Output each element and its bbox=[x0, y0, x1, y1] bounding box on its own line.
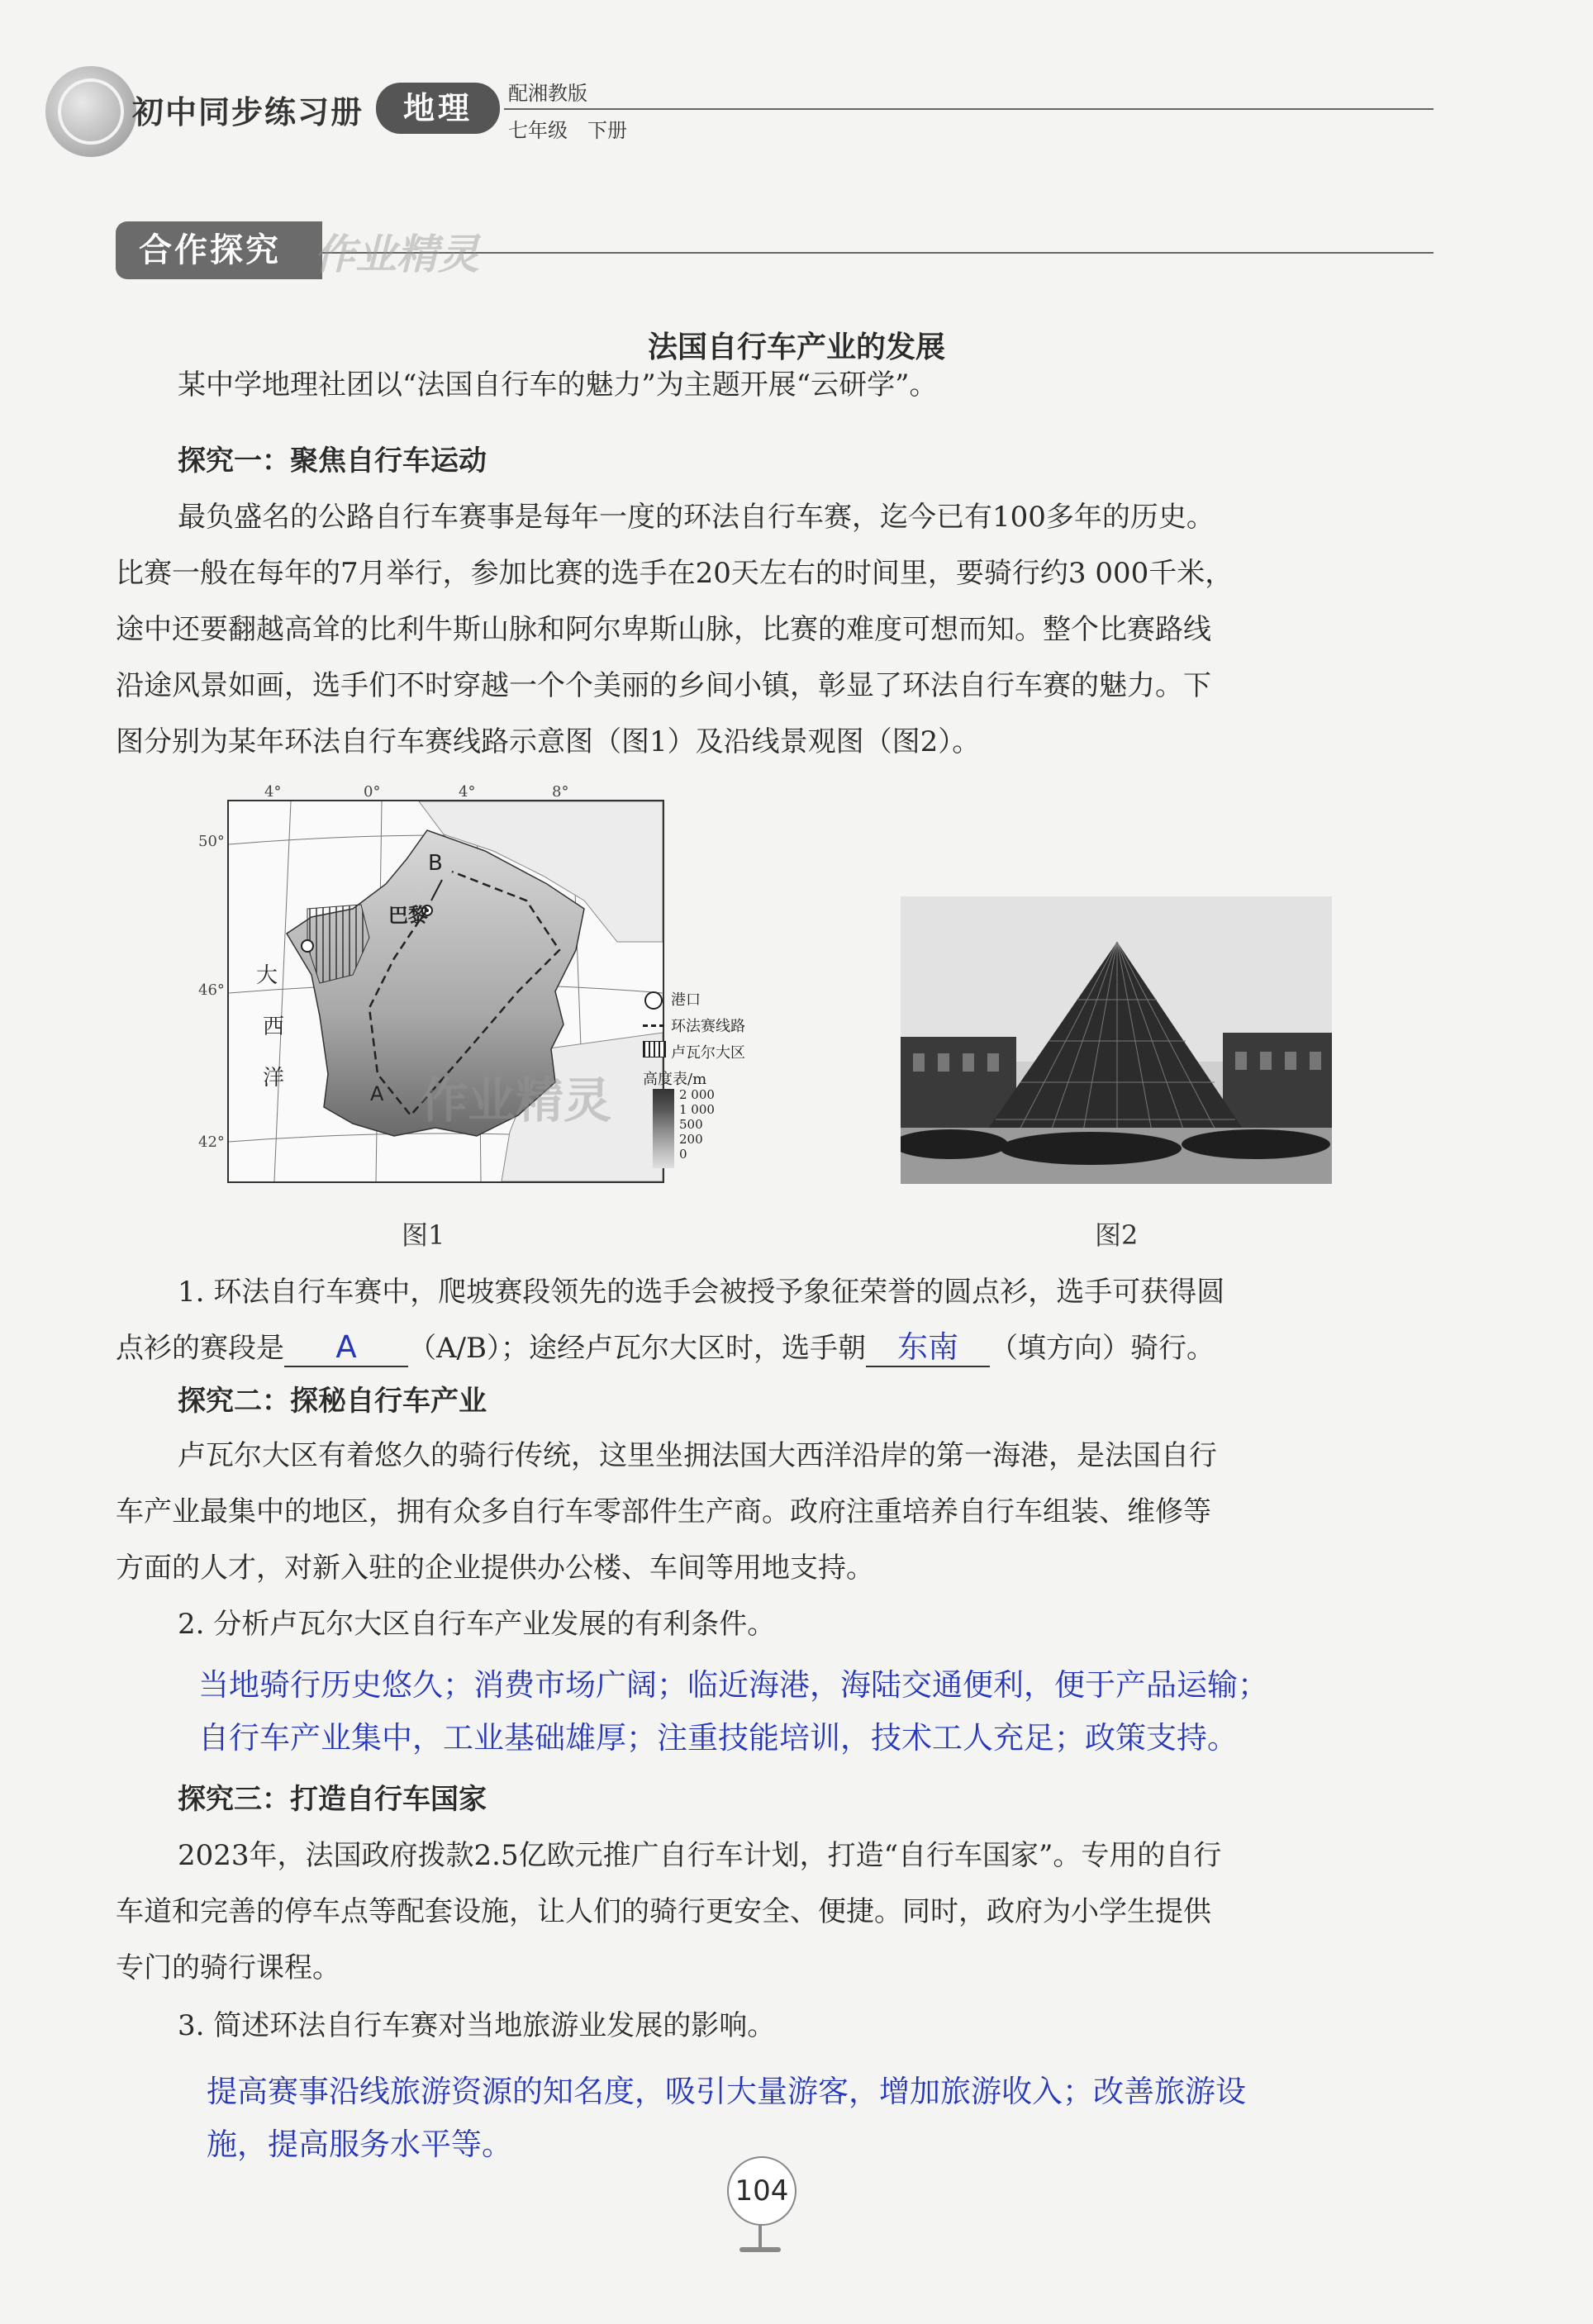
q1-line2-text: 点衫的赛段是 bbox=[116, 1332, 284, 1365]
lon-label: 4° bbox=[459, 783, 476, 801]
q3-answer-line: 提高赛事沿线旅游资源的知名度，吸引大量游客，增加旅游收入；改善旅游设 bbox=[207, 2074, 1246, 2109]
q1-blank-direction[interactable] bbox=[866, 1329, 990, 1367]
q3-answer-line: 施，提高服务水平等。 bbox=[207, 2127, 512, 2162]
q3-question: 3. 简述环法自行车赛对当地旅游业发展的影响。 bbox=[178, 2009, 776, 2042]
globe-stand-icon bbox=[758, 2224, 762, 2249]
q1-line1: 1. 环法自行车赛中，爬坡赛段领先的选手会被授予象征荣誉的圆点衫，选手可获得圆 bbox=[178, 1276, 1225, 1309]
part1-line: 最负盛名的公路自行车赛事是每年一度的环法自行车赛，迄今已有100多年的历史。 bbox=[178, 501, 1215, 534]
part3-line: 专门的骑行课程。 bbox=[116, 1951, 340, 1984]
elevation-value: 200 bbox=[679, 1132, 703, 1147]
legend-route-label: 环法赛线路 bbox=[671, 1018, 745, 1035]
grade-label: 七年级 下册 bbox=[508, 119, 627, 142]
figure2-caption: 图2 bbox=[1095, 1219, 1139, 1251]
part1-line: 沿途风景如画，选手们不时穿越一个个美丽的乡间小镇，彰显了环法自行车赛的魅力。下 bbox=[116, 669, 1211, 702]
region-legend-icon bbox=[643, 1041, 666, 1057]
figure1-caption: 图1 bbox=[402, 1219, 445, 1251]
header-divider bbox=[504, 108, 1434, 110]
lon-label: 8° bbox=[552, 783, 569, 801]
map-point-b: B bbox=[428, 851, 443, 876]
louvre-pyramid-photo bbox=[901, 896, 1332, 1184]
port-icon bbox=[644, 991, 663, 1010]
subject-badge: 地理 bbox=[376, 83, 500, 134]
q1-line2-text: （填方向）骑行。 bbox=[990, 1332, 1215, 1365]
map-point-a: A bbox=[370, 1082, 384, 1105]
lat-label: 50° bbox=[198, 833, 225, 850]
map-city-paris: 巴黎 bbox=[388, 904, 428, 927]
elevation-value: 1 000 bbox=[679, 1102, 715, 1117]
q2-answer-line: 当地骑行历史悠久；消费市场广阔；临近海港，海陆交通便利，便于产品运输； bbox=[198, 1667, 1268, 1703]
map-ocean-label: 大 bbox=[256, 963, 278, 988]
logo-ring-decoration bbox=[58, 78, 124, 145]
port-marker bbox=[302, 940, 313, 952]
map-ocean-label: 西 bbox=[263, 1015, 285, 1039]
q2-answer-line: 自行车产业集中，工业基础雄厚；注重技能培训，技术工人充足；政策支持。 bbox=[198, 1720, 1238, 1756]
intro-paragraph: 某中学地理社团以“法国自行车的魅力”为主题开展“云研学”。 bbox=[178, 368, 938, 402]
route-legend-icon bbox=[643, 1024, 664, 1027]
part1-heading: 探究一：聚焦自行车运动 bbox=[178, 444, 487, 478]
part2-line: 方面的人才，对新入驻的企业提供办公楼、车间等用地支持。 bbox=[116, 1552, 874, 1585]
part2-line: 车产业最集中的地区，拥有众多自行车零部件生产商。政府注重培养自行车组装、维修等 bbox=[116, 1495, 1211, 1528]
map-watermark: 作业精灵 bbox=[420, 1072, 612, 1129]
elevation-value: 500 bbox=[679, 1117, 703, 1132]
part1-line: 途中还要翻越高耸的比利牛斯山脉和阿尔卑斯山脉，比赛的难度可想而知。整个比赛路线 bbox=[116, 613, 1211, 646]
q1-answer-direction: 东南 bbox=[897, 1329, 958, 1365]
part1-line: 比赛一般在每年的7月举行，参加比赛的选手在20天左右的时间里，要骑行约3 000千米， bbox=[116, 557, 1234, 590]
lon-label: 4° bbox=[264, 783, 282, 801]
part2-heading: 探究二：探秘自行车产业 bbox=[178, 1385, 487, 1418]
q1-line2 bbox=[116, 1320, 1215, 1376]
elevation-value: 2 000 bbox=[679, 1087, 715, 1102]
map-ocean-label: 洋 bbox=[263, 1066, 285, 1091]
section-tag: 合作探究 bbox=[116, 221, 322, 279]
q1-blank-stage[interactable] bbox=[284, 1329, 408, 1367]
legend-region-label: 卢瓦尔大区 bbox=[671, 1044, 745, 1062]
watermark-text: 作业精灵 bbox=[314, 230, 479, 278]
page-number: 104 bbox=[727, 2156, 796, 2226]
q2-question: 2. 分析卢瓦尔大区自行车产业发展的有利条件。 bbox=[178, 1608, 776, 1641]
book-title: 初中同步练习册 bbox=[132, 94, 364, 131]
q1-line2-text: （A/B）；途经卢瓦尔大区时，选手朝 bbox=[408, 1332, 866, 1365]
edition-label: 配湘教版 bbox=[508, 82, 587, 105]
part1-line: 图分别为某年环法自行车赛线路示意图（图1）及沿线景观图（图2）。 bbox=[116, 725, 981, 758]
legend-elevation-title: 高度表/m bbox=[643, 1071, 707, 1088]
globe-base-icon bbox=[739, 2247, 781, 2252]
part3-heading: 探究三：打造自行车国家 bbox=[178, 1783, 487, 1816]
part2-line: 卢瓦尔大区有着悠久的骑行传统，这里坐拥法国大西洋沿岸的第一海港，是法国自行 bbox=[178, 1439, 1217, 1472]
section-divider bbox=[322, 252, 1434, 254]
lon-label: 0° bbox=[364, 783, 381, 801]
elevation-value: 0 bbox=[679, 1147, 687, 1162]
elevation-scale-bar bbox=[653, 1089, 674, 1168]
lat-label: 42° bbox=[198, 1133, 225, 1151]
part3-line: 车道和完善的停车点等配套设施，让人们的骑行更安全、便捷。同时，政府为小学生提供 bbox=[116, 1895, 1211, 1928]
part3-line: 2023年，法国政府拨款2.5亿欧元推广自行车计划，打造“自行车国家”。专用的自行 bbox=[178, 1839, 1222, 1872]
legend-port-label: 港口 bbox=[671, 991, 701, 1009]
article-title: 法国自行车产业的发展 bbox=[647, 330, 945, 364]
q1-answer-stage: A bbox=[335, 1329, 357, 1365]
lat-label: 46° bbox=[198, 981, 225, 999]
